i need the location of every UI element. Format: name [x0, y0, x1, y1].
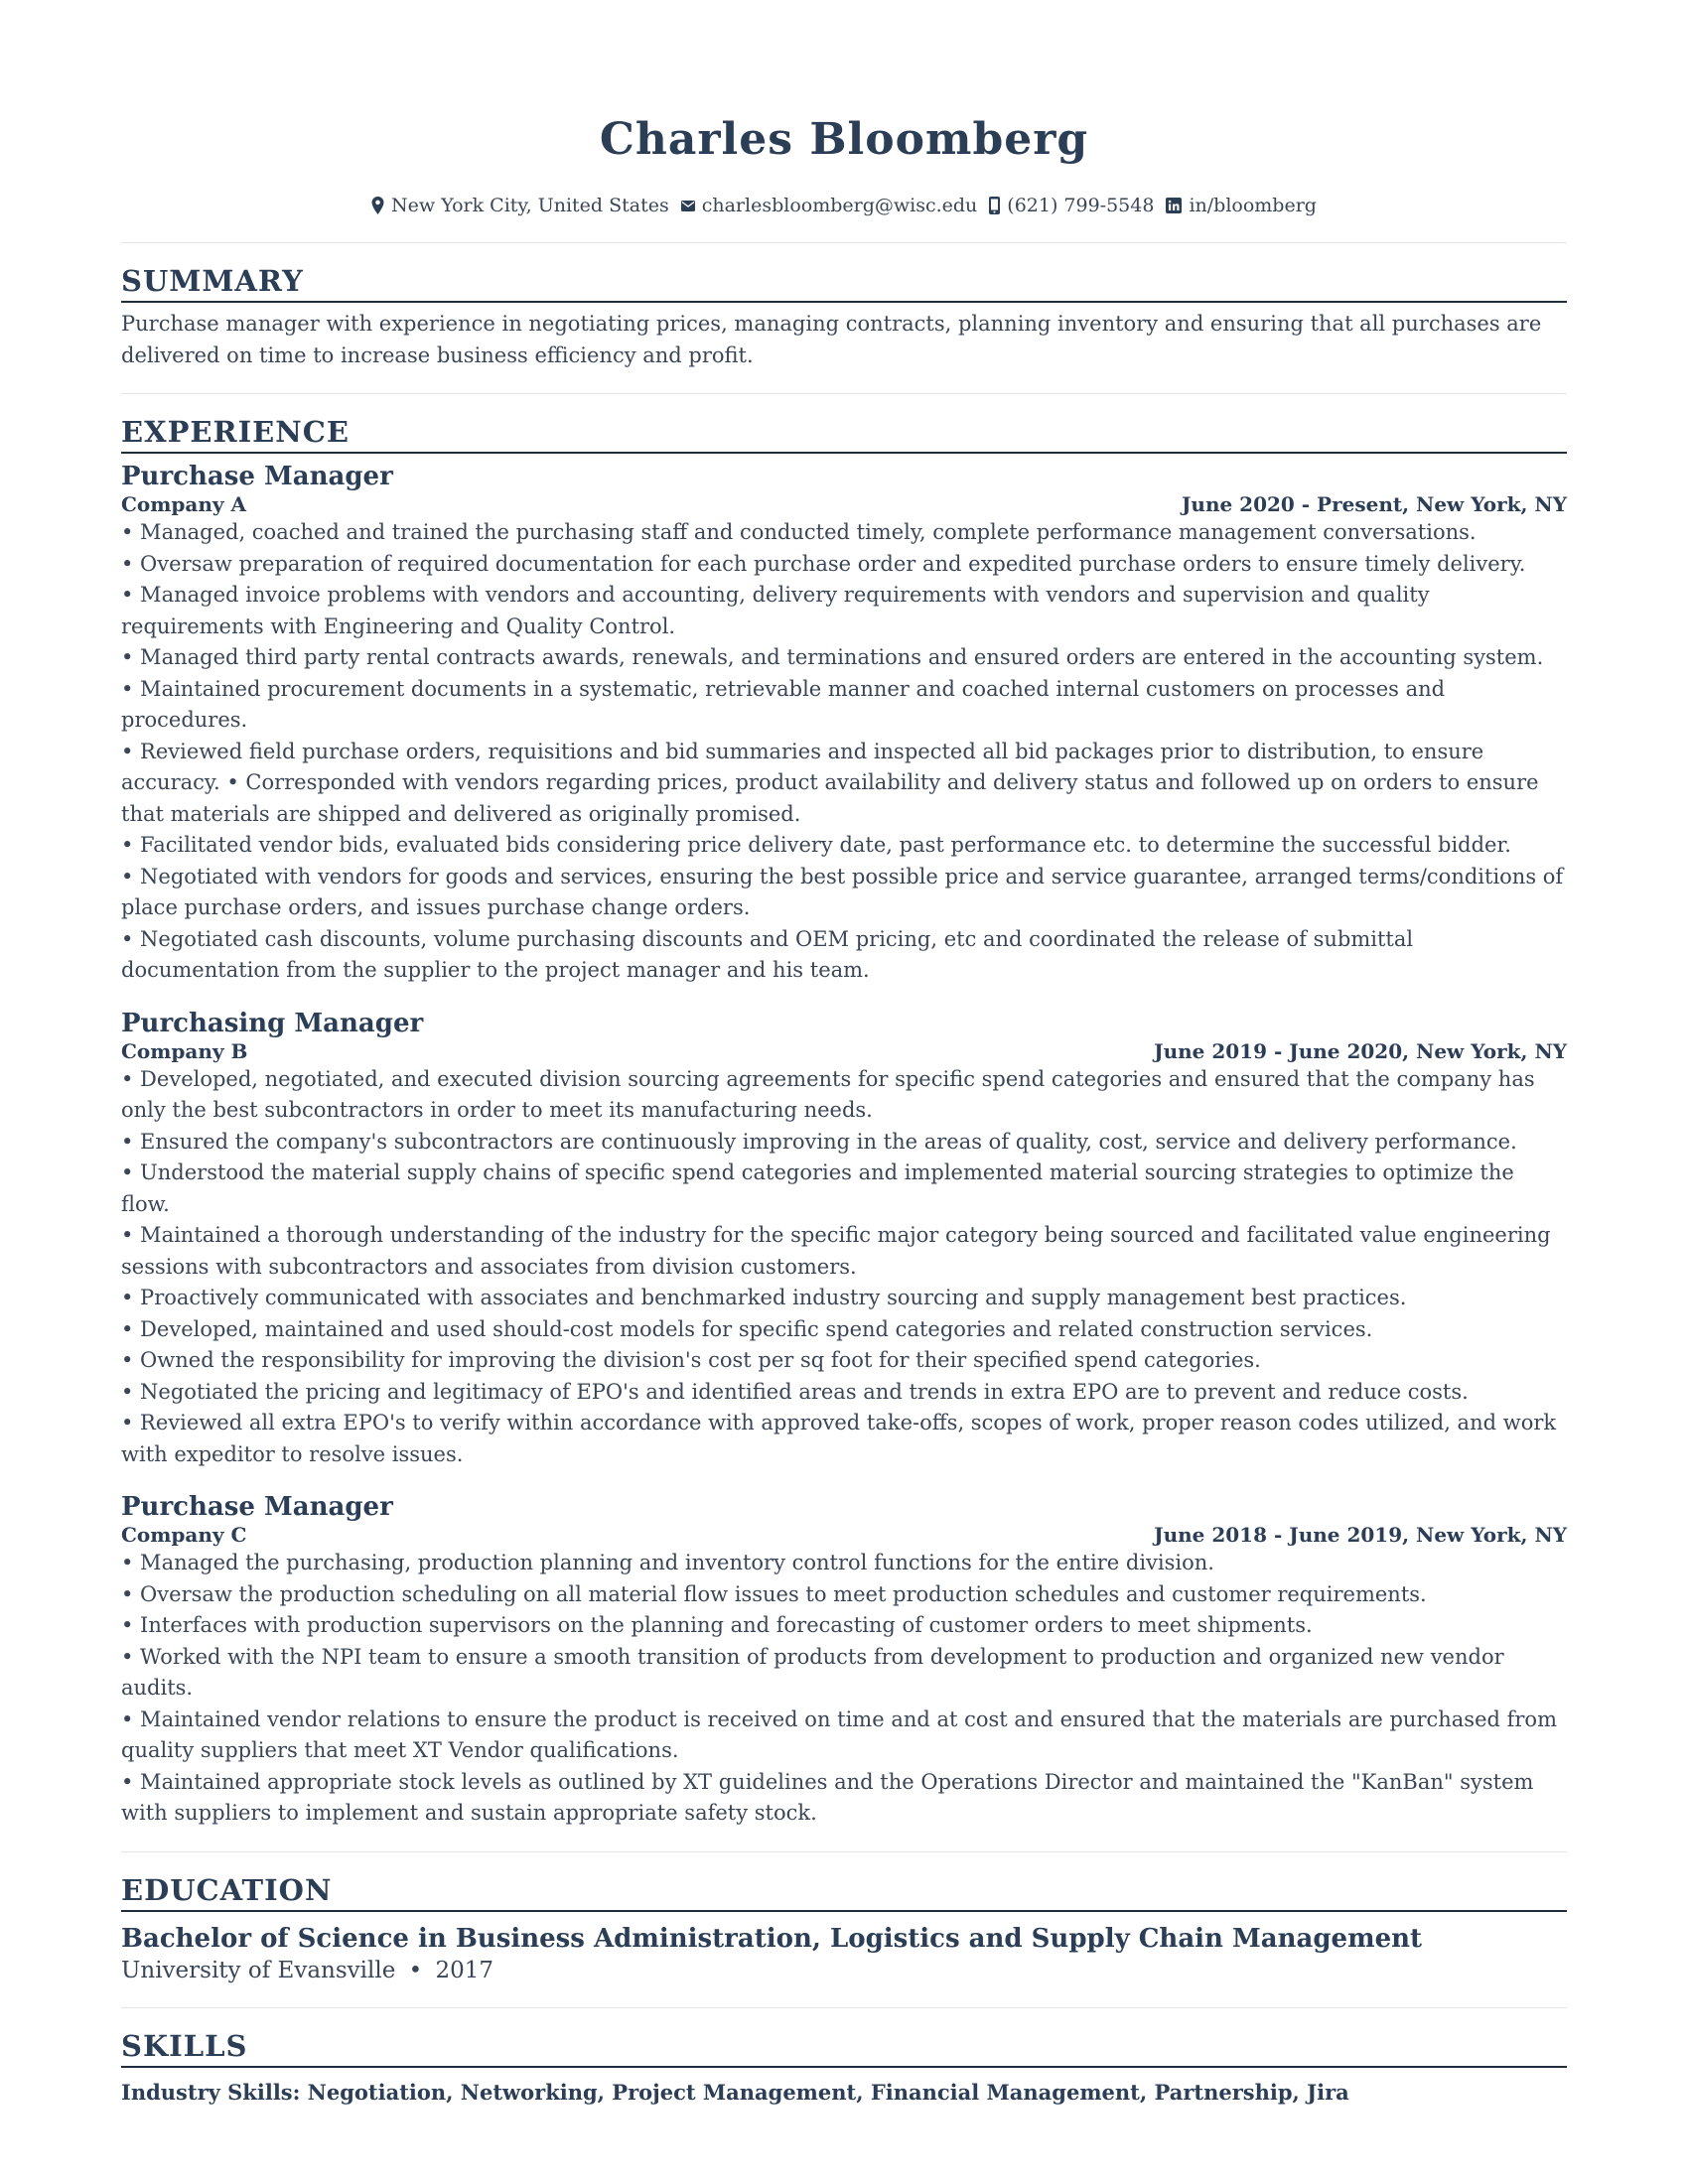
- job-title: Purchase Manager: [121, 1492, 393, 1522]
- section-heading-education: EDUCATION: [121, 1872, 1567, 1912]
- divider: [121, 393, 1567, 394]
- education-separator: •: [408, 1957, 423, 1983]
- contact-phone[interactable]: [989, 195, 1154, 216]
- section-heading-experience: EXPERIENCE: [121, 414, 1567, 454]
- job-entry: [121, 462, 1567, 987]
- contact-linkedin[interactable]: [1166, 195, 1317, 216]
- job-bullet: • Worked with the NPI team to ensure a smooth transition of products from development to production and organized new vendor audits.: [121, 1644, 1504, 1700]
- job-meta: [121, 491, 1567, 517]
- job-bullet: • Maintained a thorough understanding of the industry for the specific major category being sourced and facilitated value engineering sessions with subcontractors and associates from division customers.: [121, 1223, 1551, 1279]
- job-bullet: • Understood the material supply chains of specific spend categories and implemented material sourcing strategies to optimize the flow.: [121, 1160, 1514, 1216]
- candidate-name: Charles Bloomberg: [599, 114, 1089, 165]
- job-bullet: • Developed, maintained and used should-cost models for specific spend categories and related construction services.: [121, 1316, 1373, 1341]
- job-bullet: • Maintained vendor relations to ensure the product is received on time and at cost and ensured that the materials are purchased from quality suppliers that meet XT Vendor qualifications.: [121, 1706, 1557, 1762]
- envelope-icon: [681, 201, 695, 211]
- job-company: Company C: [121, 1523, 247, 1547]
- education-year: 2017: [435, 1957, 494, 1983]
- job-entry: [121, 1492, 1567, 1830]
- education-section: [121, 1872, 1567, 1985]
- job-bullet: • Managed the purchasing, production planning and inventory control functions for the entire division.: [121, 1551, 1214, 1574]
- job-meta: [121, 1522, 1567, 1548]
- job-bullet: • Negotiated the pricing and legitimacy of EPO's and identified areas and trends in extra EPO are to prevent and reduce costs.: [121, 1379, 1469, 1404]
- contact-bar: [121, 195, 1567, 216]
- job-bullets: [121, 1548, 1567, 1830]
- job-bullet: • Developed, negotiated, and executed division sourcing agreements for specific spend categories and ensured that the company has only the best subcontractors in order to meet its manufacturing needs.: [121, 1066, 1535, 1122]
- job-bullets: [121, 1064, 1567, 1471]
- job-dates-location: June 2020 - Present, New York, NY: [1181, 492, 1567, 516]
- education-degree: Bachelor of Science in Business Administration, Logistics and Supply Chain Management: [121, 1923, 1423, 1954]
- job-entry: [121, 1009, 1567, 1471]
- job-dates-location: June 2018 - June 2019, New York, NY: [1154, 1523, 1567, 1547]
- job-bullet: • Interfaces with production supervisors on the planning and forecasting of customer orders to meet shipments.: [121, 1613, 1313, 1637]
- job-bullet: • Maintained procurement documents in a systematic, retrievable manner and coached internal customers on processes and procedures.: [121, 676, 1446, 732]
- job-bullet: • Reviewed field purchase orders, requisitions and bid summaries and inspected all bid packages prior to distribution, to ensure accuracy. • Corresponded with vendors regarding prices, product availability and delivery status and followed up on orders to ensure that materials are shipped and delivered as originally promised.: [121, 739, 1539, 826]
- phone-icon: [989, 197, 1000, 214]
- skills-text: Industry Skills: Negotiation, Networking, Project Management, Financial Management, Partnership, Jira: [121, 2079, 1349, 2105]
- skills-section: [121, 2028, 1567, 2108]
- job-bullet: • Managed third party rental contracts awards, renewals, and terminations and ensured orders are entered in the accounting system.: [121, 645, 1544, 669]
- job-bullet: • Reviewed all extra EPO's to verify within accordance with approved take-offs, scopes of work, proper reason codes utilized, and work with expeditor to resolve issues.: [121, 1411, 1557, 1466]
- divider: [121, 2007, 1567, 2008]
- job-bullets: [121, 517, 1567, 987]
- education-school-line: [121, 1956, 1567, 1985]
- job-bullet: • Oversaw the production scheduling on all material flow issues to meet production schedules and customer requirements.: [121, 1581, 1427, 1606]
- job-bullet: • Negotiated cash discounts, volume purchasing discounts and OEM pricing, etc and coordinated the release of submittal documentation from the supplier to the project manager and his team.: [121, 926, 1414, 982]
- linkedin-icon: [1166, 198, 1182, 213]
- job-company: Company B: [121, 1038, 248, 1063]
- section-heading-skills: SKILLS: [121, 2028, 1567, 2068]
- job-meta: [121, 1038, 1567, 1064]
- job-bullet: • Managed invoice problems with vendors and accounting, delivery requirements with vendors and supervision and quality requirements with Engineering and Quality Control.: [121, 583, 1430, 638]
- contact-location: [371, 195, 669, 216]
- job-title: Purchase Manager: [121, 462, 393, 491]
- location-pin-icon: [371, 197, 384, 214]
- job-bullet: • Facilitated vendor bids, evaluated bids considering price delivery date, past performance etc. to determine the successful bidder.: [121, 833, 1511, 857]
- job-bullet: • Owned the responsibility for improving the division's cost per sq foot for their specified spend categories.: [121, 1348, 1261, 1372]
- job-company: Company A: [121, 492, 247, 516]
- phone-number[interactable]: (621) 799-5548: [1007, 195, 1155, 216]
- job-bullet: • Oversaw preparation of required documentation for each purchase order and expedited purchase orders to ensure timely delivery.: [121, 551, 1526, 576]
- section-heading-summary: SUMMARY: [121, 263, 1567, 303]
- experience-section: [121, 414, 1567, 1830]
- summary-text: Purchase manager with experience in negotiating prices, managing contracts, planning inventory and ensuring that all purchases are delivered on time to increase business efficiency and profit.: [121, 312, 1542, 367]
- education-school: University of Evansville: [121, 1957, 396, 1983]
- job-bullet: • Managed, coached and trained the purchasing staff and conducted timely, complete performance management conversations.: [121, 520, 1477, 544]
- contact-email[interactable]: [681, 195, 978, 216]
- summary-section: [121, 263, 1567, 371]
- job-dates-location: June 2019 - June 2020, New York, NY: [1154, 1038, 1567, 1063]
- job-bullet: • Proactively communicated with associates and benchmarked industry sourcing and supply management best practices.: [121, 1286, 1407, 1309]
- email-link[interactable]: charlesbloomberg@wisc.edu: [701, 195, 978, 216]
- job-bullet: • Maintained appropriate stock levels as outlined by XT guidelines and the Operations Director and maintained the "KanBan" system with suppliers to implement and sustain appropriate safety stock.: [121, 1769, 1534, 1825]
- resume-page: [121, 107, 1567, 2108]
- job-bullet: • Ensured the company's subcontractors are continuously improving in the areas of quality, cost, service and delivery performance.: [121, 1129, 1517, 1154]
- job-title: Purchasing Manager: [121, 1008, 424, 1038]
- divider: [121, 242, 1567, 243]
- location-text: New York City, United States: [391, 195, 669, 216]
- divider: [121, 1851, 1567, 1852]
- job-bullet: • Negotiated with vendors for goods and services, ensuring the best possible price and service guarantee, arranged terms/conditions of place purchase orders, and issues purchase change orders.: [121, 864, 1564, 919]
- linkedin-link[interactable]: in/bloomberg: [1189, 195, 1317, 216]
